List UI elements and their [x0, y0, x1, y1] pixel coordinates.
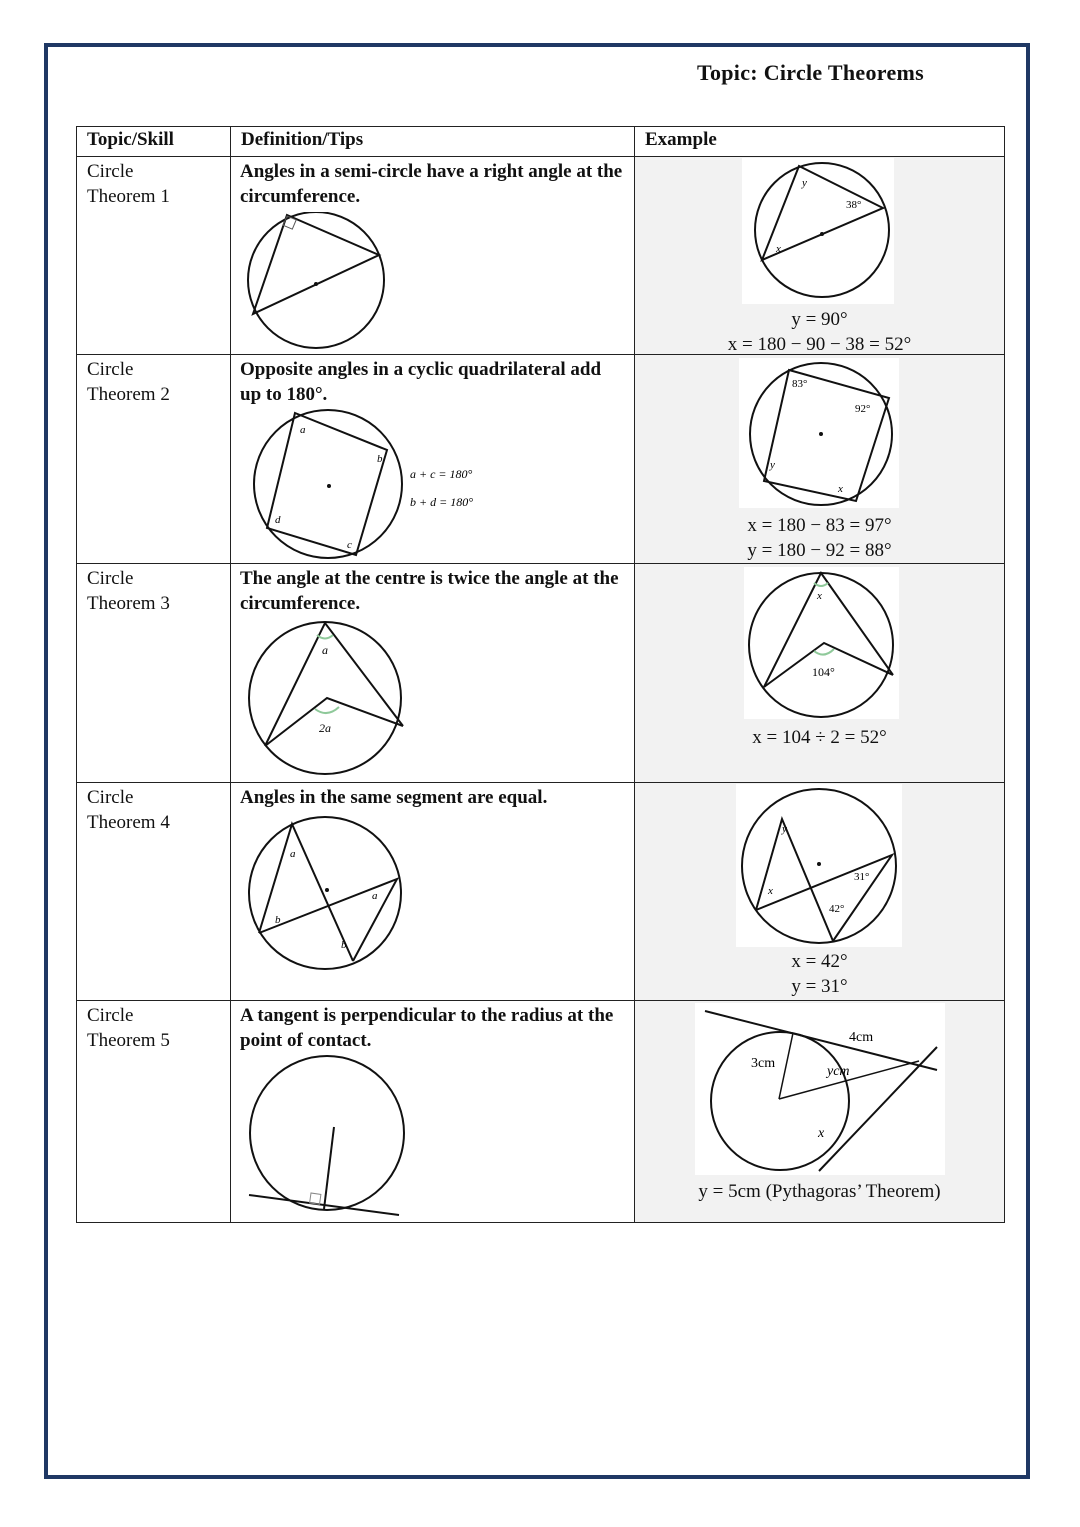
- table-row-theorem-4: [77, 783, 1005, 1001]
- table-row-theorem-1: [77, 157, 1005, 355]
- example-semicircle-diagram: [742, 158, 894, 304]
- label-ycm: ycm: [827, 1064, 850, 1079]
- formula-a-c: a + c = 180°: [410, 467, 473, 481]
- theorems-table: [76, 126, 1005, 1223]
- label-a-right: a: [372, 890, 378, 902]
- skill-cell: [77, 783, 231, 1001]
- table-row-theorem-2: [77, 355, 1005, 564]
- label-a: a: [322, 643, 328, 657]
- label-b-bottom: b: [341, 939, 347, 951]
- header-topic-skill: Topic/Skill: [77, 127, 231, 157]
- example-eq-1: y = 5cm (Pythagoras’ Theorem): [698, 1181, 941, 1202]
- skill-line-2: Theorem 4: [87, 812, 170, 833]
- example-cell: [635, 157, 1005, 355]
- tip-cell: [231, 157, 635, 355]
- header-example: Example: [635, 127, 1005, 157]
- skill-line-2: Theorem 2: [87, 384, 170, 405]
- skill-cell: [77, 157, 231, 355]
- label-x: x: [817, 590, 822, 602]
- label-b-left: b: [275, 914, 281, 926]
- semicircle-diagram: [239, 212, 389, 350]
- example-eq-1: x = 42°: [791, 951, 848, 972]
- label-4cm: 4cm: [849, 1030, 874, 1045]
- header-definition-tips: Definition/Tips: [231, 127, 635, 157]
- example-cell: [635, 1001, 1005, 1223]
- skill-cell: [77, 564, 231, 783]
- skill-line-2: Theorem 1: [87, 186, 170, 207]
- label-3cm: 3cm: [751, 1056, 776, 1071]
- skill-line-1: Circle: [87, 161, 134, 182]
- tip-cell: [231, 783, 635, 1001]
- label-92: 92°: [855, 403, 871, 415]
- formula-b-d: b + d = 180°: [410, 495, 473, 509]
- tip-text: Opposite angles in a cyclic quadrilateral add up to 180°.: [240, 359, 602, 405]
- label-x: x: [818, 1126, 825, 1141]
- label-d: d: [275, 514, 281, 526]
- example-cell: [635, 355, 1005, 564]
- centre-angle-diagram: [247, 618, 417, 776]
- label-y: y: [802, 177, 807, 189]
- example-eq-1: x = 180 − 83 = 97°: [747, 515, 892, 536]
- label-83: 83°: [792, 378, 808, 390]
- page-title: Topic: Circle Theorems: [697, 60, 924, 85]
- skill-line-1: Circle: [87, 568, 134, 589]
- tip-text: A tangent is perpendicular to the radius at the point of contact.: [240, 1005, 614, 1051]
- tip-text: The angle at the centre is twice the angle at the circumference.: [240, 568, 619, 614]
- label-x: x: [838, 483, 843, 495]
- tip-text: Angles in the same segment are equal.: [240, 787, 548, 808]
- label-a: a: [300, 424, 306, 436]
- example-cyclic-quad-diagram: [739, 358, 899, 508]
- tip-cell: [231, 1001, 635, 1223]
- example-same-segment-diagram: [736, 784, 902, 947]
- label-y: y: [770, 459, 775, 471]
- example-eq-2: y = 31°: [791, 976, 848, 997]
- tip-cell: [231, 355, 635, 564]
- skill-cell: [77, 1001, 231, 1223]
- cyclic-quad-diagram: [240, 406, 492, 563]
- label-31: 31°: [854, 871, 870, 883]
- table-header-row: [77, 127, 1005, 157]
- skill-line-2: Theorem 3: [87, 593, 170, 614]
- skill-cell: [77, 355, 231, 564]
- label-angle-38: 38°: [846, 199, 862, 211]
- label-x: x: [768, 885, 773, 897]
- example-cell: [635, 783, 1005, 1001]
- tip-text: Angles in a semi-circle have a right angle at the circumference.: [240, 161, 623, 207]
- skill-line-1: Circle: [87, 787, 134, 808]
- example-eq-1: y = 90°: [791, 309, 848, 330]
- skill-line-2: Theorem 5: [87, 1030, 170, 1051]
- label-42: 42°: [829, 903, 845, 915]
- same-segment-diagram: [240, 811, 410, 971]
- table-row-theorem-3: [77, 564, 1005, 783]
- skill-line-1: Circle: [87, 359, 134, 380]
- label-c: c: [347, 539, 352, 551]
- example-eq-2: y = 180 − 92 = 88°: [747, 540, 892, 561]
- example-eq-1: x = 104 ÷ 2 = 52°: [752, 727, 887, 748]
- skill-line-1: Circle: [87, 1005, 134, 1026]
- label-y: y: [782, 823, 787, 835]
- label-b: b: [377, 453, 383, 465]
- label-x: x: [776, 243, 781, 255]
- label-104: 104°: [812, 665, 835, 679]
- label-a-top: a: [290, 848, 296, 860]
- example-tangent-diagram: [695, 1003, 945, 1175]
- example-eq-2: x = 180 − 90 − 38 = 52°: [727, 334, 912, 355]
- example-centre-angle-diagram: [744, 567, 899, 719]
- label-2a: 2a: [319, 721, 331, 735]
- example-cell: [635, 564, 1005, 783]
- tangent-diagram: [247, 1055, 415, 1221]
- tip-cell: [231, 564, 635, 783]
- table-row-theorem-5: [77, 1001, 1005, 1223]
